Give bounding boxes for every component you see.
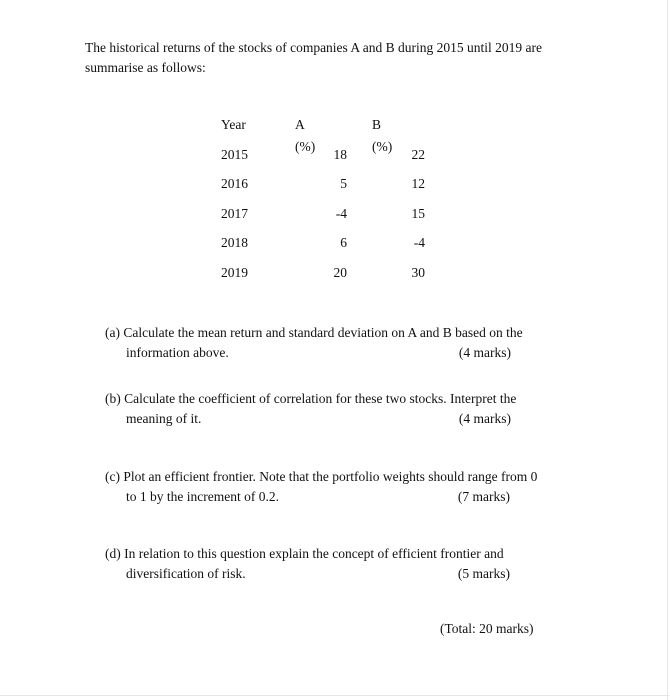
question-d — [105, 544, 555, 584]
question-a-line2: information above. — [126, 345, 229, 360]
question-d-line2: diversification of risk. — [126, 566, 246, 581]
intro-paragraph: The historical returns of the stocks of companies A and B during 2015 until 2019 are summarise as follows: — [85, 40, 543, 75]
cell-year: 2015 — [221, 146, 248, 162]
header-a: A (%) — [295, 117, 316, 154]
question-b-line1: (b) Calculate the coefficient of correlation for these two stocks. Interpret the — [105, 391, 517, 406]
question-c-line1: (c) Plot an efficient frontier. Note that the portfolio weights should range from 0 — [105, 469, 538, 484]
cell-a: 6 — [340, 235, 347, 250]
cell-a: 18 — [333, 146, 347, 162]
question-c-marks: (7 marks) — [457, 489, 510, 504]
page-edge-right — [667, 0, 668, 700]
question-d-line1: (d) In relation to this question explain the concept of efficient frontier and — [105, 546, 504, 561]
cell-b: 15 — [411, 205, 425, 221]
cell-b: 30 — [411, 264, 425, 280]
question-d-marks: (5 marks) — [457, 566, 510, 581]
cell-year: 2019 — [221, 264, 248, 280]
question-a-marks: (4 marks) — [458, 345, 511, 360]
question-c-line2: to 1 by the increment of 0.2. — [126, 489, 279, 504]
cell-b: -4 — [413, 235, 425, 250]
cell-b: 12 — [411, 176, 425, 191]
total-marks: (Total: 20 marks) — [440, 621, 534, 636]
cell-b: 22 — [411, 146, 425, 162]
question-b-line2-row — [105, 409, 555, 429]
cell-a: 5 — [340, 176, 347, 191]
cell-a: -4 — [335, 205, 347, 221]
question-b-marks: (4 marks) — [458, 411, 511, 426]
question-a-line1: (a) Calculate the mean return and standard deviation on A and B based on the — [105, 325, 523, 340]
question-b — [105, 389, 555, 429]
question-c-line2-row — [105, 487, 555, 507]
question-c — [105, 467, 555, 507]
cell-year: 2018 — [221, 235, 248, 250]
header-b: B (%) — [372, 117, 393, 154]
question-a — [105, 323, 555, 363]
cell-year: 2016 — [221, 176, 248, 191]
cell-year: 2017 — [221, 205, 248, 221]
question-a-line2-row — [105, 343, 555, 363]
question-d-line2-row — [105, 564, 555, 584]
page-edge-bottom — [0, 695, 670, 696]
cell-a: 20 — [333, 264, 347, 280]
header-year: Year — [221, 117, 246, 132]
question-b-line2: meaning of it. — [126, 411, 202, 426]
